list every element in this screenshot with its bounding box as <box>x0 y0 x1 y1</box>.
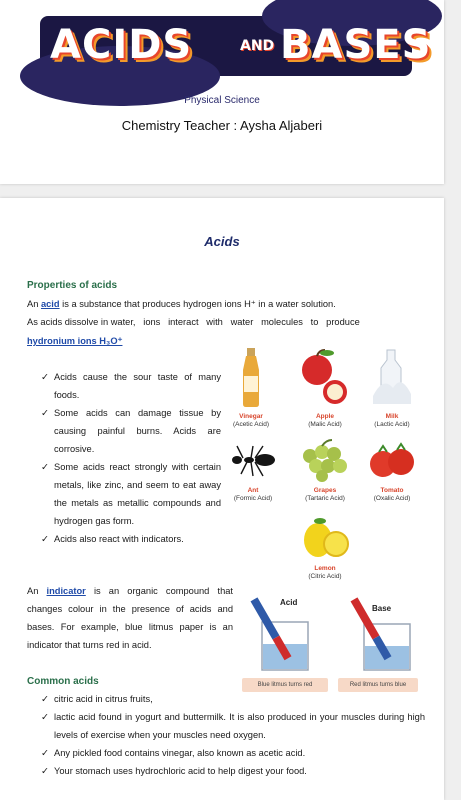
title-banner <box>40 16 432 76</box>
check-icon: ✓ <box>41 408 49 418</box>
list-item <box>41 458 221 530</box>
example-acid: (Malic Acid) <box>308 421 342 428</box>
bullet-text: Some acids can damage tissue by causing painful burns. Acids are corrosive. <box>54 408 221 454</box>
acids-page <box>0 198 444 800</box>
grapes-icon <box>296 438 354 482</box>
tomato-icon <box>367 440 417 482</box>
example-tomato <box>364 440 420 503</box>
ant-icon <box>229 438 277 482</box>
banner-word-acids: ACIDS <box>50 22 193 68</box>
check-icon: ✓ <box>41 462 49 472</box>
list-item <box>41 368 221 404</box>
check-icon: ✓ <box>41 372 49 382</box>
vinegar-bottle-icon <box>236 346 266 408</box>
bullet-text: Some acids react strongly with certain metals, like zinc, and seem to eat away the metals as metallic compounds and hydrogen gas form. <box>54 462 221 526</box>
common-text: Your stomach uses hydrochloric acid to help digest your food. <box>54 766 307 776</box>
common-text: lactic acid found in yogurt and buttermilk. It is also produced in your muscles during high levels of exercise when your muscles need oxygen. <box>54 712 425 740</box>
example-acid: (Acetic Acid) <box>232 421 270 428</box>
blue-litmus-caption: Blue litmus turns red <box>242 678 328 692</box>
example-name: Apple <box>315 413 335 420</box>
example-lemon <box>296 516 354 581</box>
indicator-term: indicator <box>46 586 86 596</box>
acid-term: acid <box>40 299 60 309</box>
acid-definition <box>27 295 427 313</box>
bullet-text: Acids cause the sour taste of many foods. <box>54 372 221 400</box>
example-acid: (Citric Acid) <box>308 573 342 580</box>
apple-icon <box>297 348 353 408</box>
beaker-base-label: Base <box>372 604 392 613</box>
hydronium-term: hydronium ions H₃O⁺ <box>27 336 123 346</box>
list-item <box>41 762 421 780</box>
common-text: Any pickled food contains vinegar, also known as acetic acid. <box>54 748 306 758</box>
list-item <box>41 744 421 762</box>
example-name: Lemon <box>314 565 336 572</box>
lemon-icon <box>298 516 352 560</box>
example-name: Vinegar <box>239 413 263 420</box>
list-item <box>41 690 421 708</box>
check-icon: ✓ <box>41 748 49 758</box>
check-icon: ✓ <box>41 694 49 704</box>
def-prefix: An <box>27 299 41 309</box>
properties-heading: Properties of acids <box>27 280 118 291</box>
indicator-rest: is an organic compound that changes colour in the presence of acids and bases. For example, blue litmus paper is an indicator that turns red in acid. <box>27 586 233 650</box>
example-acid: (Formic Acid) <box>233 495 273 502</box>
list-item <box>41 530 241 548</box>
indicator-paragraph <box>27 582 233 654</box>
teacher-name: Chemistry Teacher : Aysha Aljaberi <box>121 118 323 133</box>
title-page <box>0 0 444 184</box>
def-rest: is a substance that produces hydrogen ions H⁺ in a water solution. <box>59 299 336 309</box>
example-name: Tomato <box>380 487 404 494</box>
example-grapes <box>294 438 356 503</box>
banner-word-bases: BASES <box>280 22 432 68</box>
example-name: Milk <box>385 413 399 420</box>
example-apple <box>296 348 354 429</box>
banner-word-and: AND <box>240 38 275 54</box>
example-name: Grapes <box>313 487 337 494</box>
litmus-beakers-illustration <box>244 594 424 674</box>
common-acids-heading: Common acids <box>27 676 99 687</box>
list-item <box>41 708 425 744</box>
example-acid: (Tartaric Acid) <box>305 495 345 502</box>
common-text: citric acid in citrus fruits, <box>54 694 153 704</box>
milk-icon <box>369 346 415 408</box>
check-icon: ✓ <box>41 766 49 776</box>
check-icon: ✓ <box>41 712 49 722</box>
section-title: Acids <box>204 234 240 249</box>
dissolve-line: As acids dissolve in water, ions interact with water molecules to produce <box>27 317 360 327</box>
example-ant <box>226 438 280 503</box>
example-milk <box>366 346 418 429</box>
example-name: Ant <box>247 487 259 494</box>
check-icon: ✓ <box>41 534 49 544</box>
bullet-text: Acids also react with indicators. <box>54 534 184 544</box>
example-vinegar <box>226 346 276 429</box>
example-acid: (Lactic Acid) <box>374 421 410 428</box>
example-acid: (Oxalic Acid) <box>373 495 411 502</box>
list-item <box>41 404 221 458</box>
subject-label: Physical Science <box>184 95 260 106</box>
red-litmus-caption: Red litmus turns blue <box>338 678 418 692</box>
indicator-prefix: An <box>27 586 47 596</box>
beaker-acid-label: Acid <box>280 598 298 607</box>
